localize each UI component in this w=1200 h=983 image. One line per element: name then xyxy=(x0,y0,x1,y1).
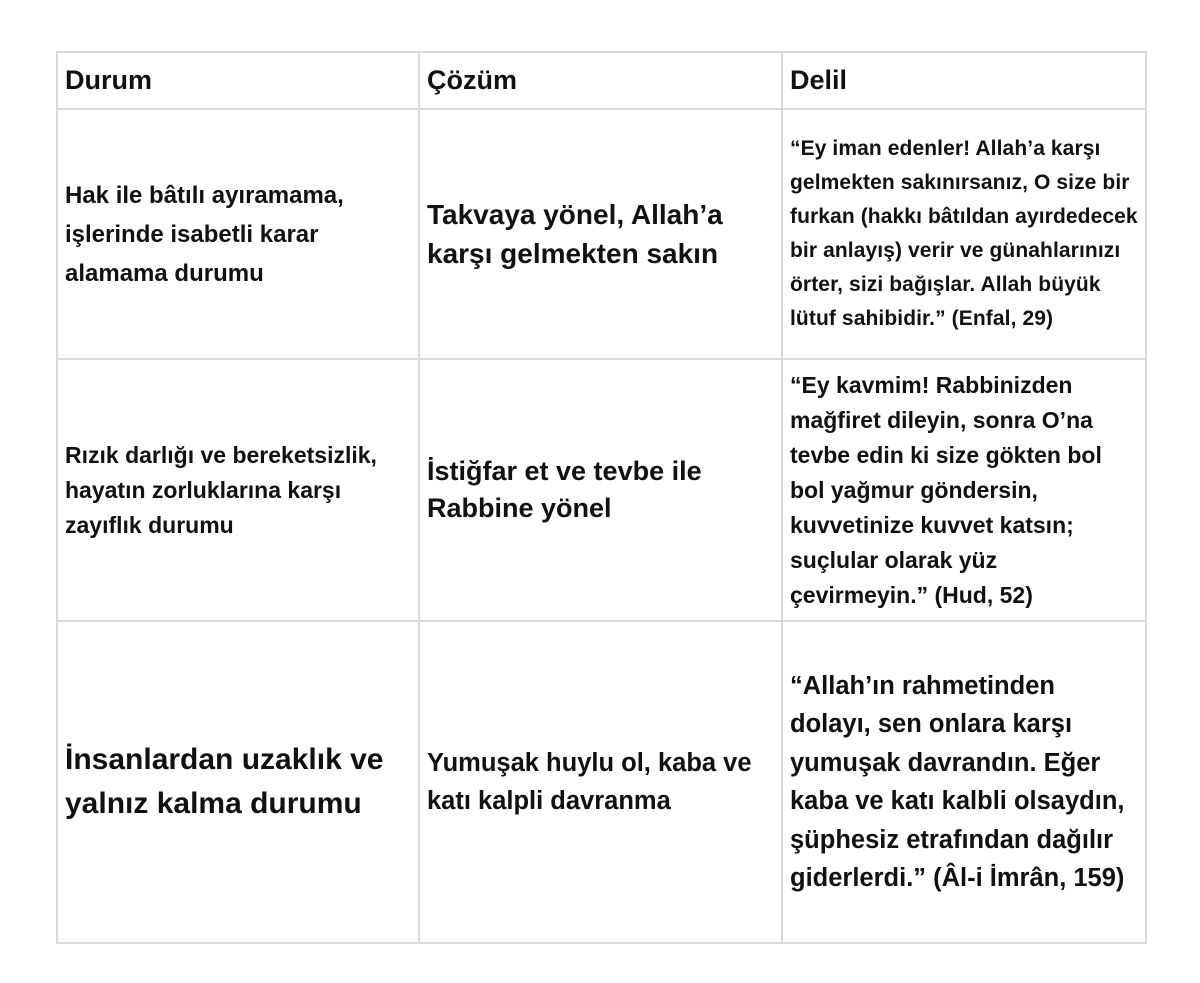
cozum-text: Takvaya yönel, Allah’a karşı gelmekten sakın xyxy=(427,199,723,269)
delil-text: “Ey kavmim! Rabbinizden mağfiret dileyin, sonra O’na tevbe edin ki size gökten bol bol yağmur göndersin, kuvvetinize kuvvet katsın; suçlular olarak yüz çevirmeyin.” (Hud, 52) xyxy=(790,371,1102,608)
durum-cell xyxy=(57,109,419,359)
durum-cell xyxy=(57,359,419,621)
table-row xyxy=(57,621,1146,943)
delil-cell xyxy=(782,621,1146,943)
header-cozum: Çözüm xyxy=(419,52,782,109)
durum-text: İnsanlardan uzaklık ve yalnız kalma durumu xyxy=(65,743,384,820)
header-row xyxy=(57,52,1146,109)
cozum-cell xyxy=(419,621,782,943)
durum-text: Rızık darlığı ve bereketsizlik, hayatın zorluklarına karşı zayıflık durumu xyxy=(65,441,377,538)
delil-cell xyxy=(782,359,1146,621)
delil-text: “Allah’ın rahmetinden dolayı, sen onlara karşı yumuşak davrandın. Eğer kaba ve katı kalbli olsaydın, şüphesiz etrafından dağılır giderlerdi.” (Âl-i İmrân, 159) xyxy=(790,671,1125,892)
cozum-text: İstiğfar et ve tevbe ile Rabbine yönel xyxy=(427,456,702,523)
delil-text: “Ey iman edenler! Allah’a karşı gelmekten sakınırsanız, O size bir furkan (hakkı bâtıldan ayırdedecek bir anlayış) verir ve günahlarınızı örter, sizi bağışlar. Allah büyük lütuf sahibidir.” (Enfal, 29) xyxy=(790,137,1138,330)
table-row xyxy=(57,109,1146,359)
table-row xyxy=(57,359,1146,621)
header-durum: Durum xyxy=(57,52,419,109)
durum-text: Hak ile bâtılı ayıramama, işlerinde isabetli karar alamama durumu xyxy=(65,181,344,287)
durum-cell xyxy=(57,621,419,943)
comparison-table xyxy=(56,51,1147,944)
delil-cell xyxy=(782,109,1146,359)
header-delil: Delil xyxy=(782,52,1146,109)
cozum-text: Yumuşak huylu ol, kaba ve katı kalpli davranma xyxy=(427,748,752,815)
cozum-cell xyxy=(419,109,782,359)
cozum-cell xyxy=(419,359,782,621)
